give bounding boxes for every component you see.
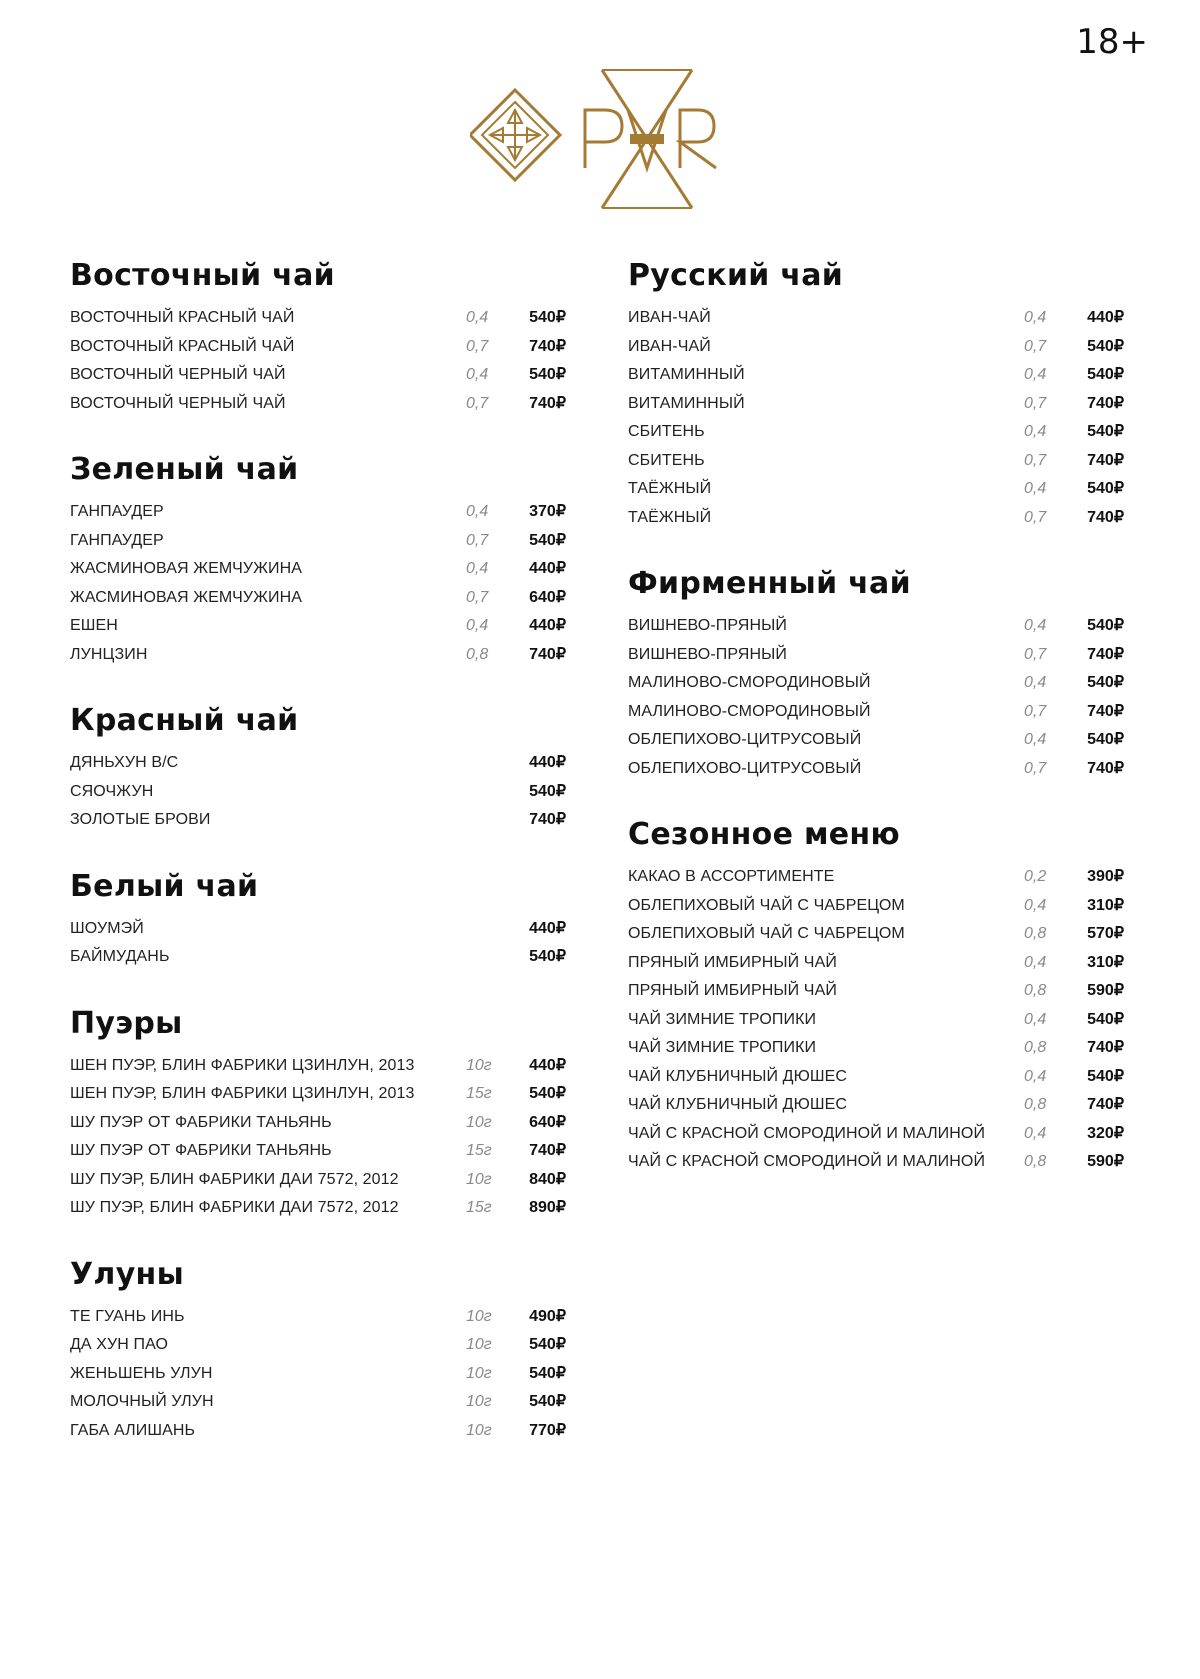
item-price: 540₽ — [1087, 423, 1124, 440]
item-volume: 0,4 — [1024, 1124, 1047, 1142]
item-price: 540₽ — [1087, 617, 1124, 634]
item-volume: 0,7 — [1024, 394, 1047, 412]
menu-items-list — [70, 307, 566, 421]
section-title: Фирменный чай — [628, 566, 911, 601]
menu-items-list — [70, 1306, 566, 1449]
item-volume: 15г — [466, 1199, 492, 1216]
item-volume: 0,7 — [466, 337, 489, 355]
item-price: 440₽ — [529, 1056, 566, 1074]
item-name: ТЕ ГУАНЬ ИНЬ — [70, 1307, 185, 1325]
item-price: 590₽ — [1087, 982, 1124, 999]
item-name: ВОСТОЧНЫЙ КРАСНЫЙ ЧАЙ — [70, 309, 295, 326]
item-name: ЧАЙ С КРАСНОЙ СМОРОДИНОЙ И МАЛИНОЙ — [628, 1124, 986, 1142]
item-price: 540₽ — [529, 782, 566, 800]
item-volume: 0,8 — [1024, 982, 1047, 999]
menu-item — [628, 1009, 1124, 1038]
menu-item — [628, 336, 1124, 365]
item-name: ШУ ПУЭР, БЛИН ФАБРИКИ ДАИ 7572, 2012 — [70, 1170, 399, 1188]
item-volume: 0,4 — [1024, 674, 1047, 691]
item-volume: 0,4 — [1024, 1067, 1047, 1085]
menu-item — [70, 918, 566, 947]
item-price: 540₽ — [529, 309, 566, 326]
menu-item — [70, 781, 566, 810]
item-volume: 10г — [466, 1336, 492, 1353]
item-price: 890₽ — [529, 1199, 566, 1216]
item-name: ОБЛЕПИХОВЫЙ ЧАЙ С ЧАБРЕЦОМ — [628, 925, 905, 942]
item-name: ЧАЙ КЛУБНИЧНЫЙ ДЮШЕС — [628, 1067, 848, 1085]
menu-items-list — [70, 752, 566, 838]
item-price: 740₽ — [1087, 1096, 1124, 1113]
menu-item — [70, 336, 566, 365]
item-volume: 0,4 — [1024, 1010, 1047, 1028]
item-volume: 0,4 — [1024, 480, 1047, 497]
item-volume: 0,4 — [1024, 731, 1047, 748]
menu-item — [628, 1094, 1124, 1123]
item-volume: 0,8 — [1024, 1153, 1047, 1170]
item-volume: 0,8 — [1024, 1096, 1047, 1113]
item-price: 540₽ — [529, 1336, 566, 1353]
item-price: 540₽ — [529, 948, 566, 965]
item-name: МАЛИНОВО-СМОРОДИНОВЫЙ — [628, 674, 871, 691]
item-price: 640₽ — [529, 1113, 566, 1131]
item-price: 740₽ — [1087, 394, 1124, 412]
item-volume: 10г — [466, 1113, 492, 1131]
item-price: 740₽ — [1087, 508, 1124, 526]
item-name: ПРЯНЫЙ ИМБИРНЫЙ ЧАЙ — [628, 982, 837, 999]
item-volume: 0,4 — [1024, 423, 1047, 440]
item-price: 590₽ — [1087, 1153, 1124, 1170]
item-volume: 0,4 — [466, 560, 489, 577]
menu-item — [628, 478, 1124, 507]
item-price: 740₽ — [1087, 702, 1124, 720]
age-rating-label: 18+ — [1076, 22, 1148, 62]
item-price: 540₽ — [1087, 337, 1124, 355]
item-name: ВИШНЕВО-ПРЯНЫЙ — [628, 645, 787, 663]
item-price: 540₽ — [1087, 366, 1124, 383]
item-price: 310₽ — [1087, 896, 1124, 914]
menu-section — [70, 869, 566, 975]
item-volume: 10г — [466, 1307, 492, 1325]
item-price: 440₽ — [529, 560, 566, 577]
menu-item — [628, 758, 1124, 787]
item-volume: 0,4 — [1024, 309, 1047, 326]
item-name: ШЕН ПУЭР, БЛИН ФАБРИКИ ЦЗИНЛУН, 2013 — [70, 1085, 415, 1102]
item-price: 840₽ — [529, 1170, 566, 1188]
menu-item — [70, 1420, 566, 1449]
menu-item — [628, 1037, 1124, 1066]
item-volume: 10г — [466, 1393, 492, 1410]
item-name: СБИТЕНЬ — [628, 451, 705, 469]
item-name: ВИТАМИННЫЙ — [628, 366, 745, 383]
item-name: ЖАСМИНОВАЯ ЖЕМЧУЖИНА — [70, 560, 303, 577]
item-name: ЖАСМИНОВАЯ ЖЕМЧУЖИНА — [70, 588, 303, 606]
menu-item — [70, 644, 566, 673]
item-price: 540₽ — [1087, 1067, 1124, 1085]
item-volume: 0,4 — [466, 503, 489, 520]
item-volume: 0,4 — [466, 366, 489, 383]
item-volume: 0,8 — [1024, 1039, 1047, 1056]
menu-item — [628, 672, 1124, 701]
item-price: 440₽ — [1087, 309, 1124, 326]
section-spacer — [70, 975, 566, 1006]
item-price: 740₽ — [529, 394, 566, 412]
menu-item — [70, 1083, 566, 1112]
item-price: 740₽ — [529, 645, 566, 663]
menu-item — [628, 980, 1124, 1009]
menu-item — [70, 1169, 566, 1198]
item-price: 540₽ — [529, 366, 566, 383]
menu-item — [70, 1055, 566, 1084]
section-title: Зеленый чай — [70, 452, 299, 487]
item-price: 770₽ — [529, 1421, 566, 1439]
section-title: Белый чай — [70, 868, 259, 904]
section-title: Сезонное меню — [628, 817, 900, 852]
menu-item — [70, 946, 566, 975]
menu-items-list — [628, 307, 1124, 535]
menu-item — [628, 1066, 1124, 1095]
item-price: 440₽ — [529, 919, 566, 937]
menu-item — [628, 729, 1124, 758]
item-name: ВОСТОЧНЫЙ ЧЕРНЫЙ ЧАЙ — [70, 394, 286, 412]
item-volume: 0,4 — [1024, 617, 1047, 634]
item-name: ГАНПАУДЕР — [70, 531, 164, 549]
item-name: ШОУМЭЙ — [70, 919, 144, 937]
left-column — [70, 258, 566, 1448]
section-title: Пуэры — [70, 1005, 183, 1041]
item-name: ПРЯНЫЙ ИМБИРНЫЙ ЧАЙ — [628, 953, 837, 971]
menu-item — [70, 1140, 566, 1169]
item-volume: 0,7 — [1024, 508, 1047, 526]
item-name: ТАЁЖНЫЙ — [628, 508, 712, 526]
item-volume: 0,8 — [1024, 925, 1047, 942]
menu-section — [70, 1257, 566, 1449]
item-name: ТАЁЖНЫЙ — [628, 480, 712, 497]
menu-item — [70, 587, 566, 616]
item-price: 570₽ — [1087, 925, 1124, 942]
item-name: ДЯНЬХУН В/С — [70, 754, 179, 771]
item-name: ЛУНЦЗИН — [70, 645, 148, 663]
menu-item — [628, 923, 1124, 952]
item-volume: 0,4 — [1024, 953, 1047, 971]
item-volume: 10г — [466, 1056, 492, 1074]
item-volume: 10г — [466, 1170, 492, 1188]
menu-item — [628, 952, 1124, 981]
menu-item — [628, 507, 1124, 536]
item-name: МОЛОЧНЫЙ УЛУН — [70, 1393, 214, 1410]
item-volume: 0,8 — [466, 645, 489, 663]
menu-item — [70, 1334, 566, 1363]
menu-item — [70, 364, 566, 393]
menu-item — [70, 1363, 566, 1392]
menu-item — [70, 1112, 566, 1141]
section-spacer — [70, 421, 566, 452]
item-volume: 0,7 — [466, 394, 489, 412]
item-name: ВИШНЕВО-ПРЯНЫЙ — [628, 617, 787, 634]
item-price: 540₽ — [1087, 480, 1124, 497]
item-price: 540₽ — [1087, 1010, 1124, 1028]
menu-item — [628, 615, 1124, 644]
menu-section — [628, 566, 1124, 786]
menu-item — [628, 421, 1124, 450]
item-price: 740₽ — [529, 337, 566, 355]
item-price: 540₽ — [529, 1085, 566, 1102]
menu-item — [628, 393, 1124, 422]
item-volume: 0,7 — [1024, 337, 1047, 355]
menu-section — [70, 1006, 566, 1226]
section-spacer — [70, 838, 566, 869]
menu-item — [70, 530, 566, 559]
menu-item — [628, 644, 1124, 673]
item-price: 740₽ — [1087, 759, 1124, 777]
menu-item — [70, 558, 566, 587]
item-name: ЧАЙ С КРАСНОЙ СМОРОДИНОЙ И МАЛИНОЙ — [628, 1153, 986, 1170]
menu-item — [70, 393, 566, 422]
menu-item — [70, 1197, 566, 1226]
item-price: 440₽ — [529, 754, 566, 771]
item-name: ШЕН ПУЭР, БЛИН ФАБРИКИ ЦЗИНЛУН, 2013 — [70, 1056, 415, 1074]
item-name: ИВАН-ЧАЙ — [628, 337, 711, 355]
item-price: 540₽ — [529, 1393, 566, 1410]
item-name: ЗОЛОТЫЕ БРОВИ — [70, 811, 211, 828]
section-spacer — [70, 672, 566, 703]
item-name: ДА ХУН ПАО — [70, 1336, 169, 1353]
item-volume: 10г — [466, 1421, 492, 1439]
item-name: ИВАН-ЧАЙ — [628, 309, 711, 326]
item-price: 310₽ — [1087, 953, 1124, 971]
menu-section — [70, 703, 566, 838]
menu-items-list — [628, 866, 1124, 1180]
menu-item — [628, 701, 1124, 730]
item-price: 740₽ — [529, 1142, 566, 1159]
section-title: Восточный чай — [70, 258, 335, 293]
item-volume: 10г — [466, 1364, 492, 1382]
menu-item — [628, 1123, 1124, 1152]
item-name: ЧАЙ КЛУБНИЧНЫЙ ДЮШЕС — [628, 1096, 848, 1113]
item-price: 740₽ — [1087, 451, 1124, 469]
menu-items-list — [70, 918, 566, 975]
menu-item — [70, 752, 566, 781]
menu-items-list — [628, 615, 1124, 786]
item-name: ОБЛЕПИХОВО-ЦИТРУСОВЫЙ — [628, 731, 862, 748]
menu-item — [628, 1151, 1124, 1180]
item-name: ОБЛЕПИХОВЫЙ ЧАЙ С ЧАБРЕЦОМ — [628, 896, 905, 914]
item-price: 740₽ — [1087, 1039, 1124, 1056]
item-name: ЕШЕН — [70, 617, 118, 634]
section-title: Красный чай — [70, 703, 299, 738]
right-column — [628, 258, 1124, 1180]
item-price: 740₽ — [1087, 645, 1124, 663]
item-volume: 0,7 — [1024, 759, 1047, 777]
item-name: ГАБА АЛИШАНЬ — [70, 1421, 196, 1439]
item-price: 740₽ — [529, 811, 566, 828]
menu-item — [70, 1306, 566, 1335]
menu-section — [628, 258, 1124, 535]
menu-item — [628, 866, 1124, 895]
item-volume: 0,7 — [1024, 645, 1047, 663]
item-name: ВОСТОЧНЫЙ ЧЕРНЫЙ ЧАЙ — [70, 366, 286, 383]
brand-logo — [470, 68, 740, 214]
item-name: СЯОЧЖУН — [70, 782, 154, 800]
section-title: Улуны — [70, 1256, 185, 1292]
item-volume: 0,7 — [466, 588, 489, 606]
menu-item — [70, 501, 566, 530]
menu-items-list — [70, 1055, 566, 1226]
item-price: 440₽ — [529, 617, 566, 634]
item-name: ШУ ПУЭР, БЛИН ФАБРИКИ ДАИ 7572, 2012 — [70, 1199, 399, 1216]
section-spacer — [628, 786, 1124, 817]
item-volume: 0,7 — [466, 531, 489, 549]
menu-item — [70, 1391, 566, 1420]
item-volume: 0,4 — [1024, 366, 1047, 383]
item-volume: 15г — [466, 1142, 492, 1159]
item-volume: 0,4 — [1024, 896, 1047, 914]
item-volume: 15г — [466, 1085, 492, 1102]
item-name: ЧАЙ ЗИМНИЕ ТРОПИКИ — [628, 1039, 817, 1056]
item-name: ВОСТОЧНЫЙ КРАСНЫЙ ЧАЙ — [70, 337, 295, 355]
item-price: 490₽ — [529, 1307, 566, 1325]
menu-item — [628, 895, 1124, 924]
menu-item — [628, 307, 1124, 336]
item-price: 540₽ — [1087, 731, 1124, 748]
section-title: Русский чай — [628, 258, 844, 293]
menu-items-list — [70, 501, 566, 672]
section-spacer — [70, 1226, 566, 1257]
item-price: 370₽ — [529, 503, 566, 520]
item-name: ОБЛЕПИХОВО-ЦИТРУСОВЫЙ — [628, 759, 862, 777]
item-name: МАЛИНОВО-СМОРОДИНОВЫЙ — [628, 702, 871, 720]
item-name: ШУ ПУЭР ОТ ФАБРИКИ ТАНЬЯНЬ — [70, 1113, 332, 1131]
item-volume: 0,7 — [1024, 451, 1047, 469]
item-price: 640₽ — [529, 588, 566, 606]
menu-section — [70, 452, 566, 672]
menu-section — [628, 817, 1124, 1180]
item-name: КАКАО В АССОРТИМЕНТЕ — [628, 868, 835, 885]
item-name: ЧАЙ ЗИМНИЕ ТРОПИКИ — [628, 1010, 817, 1028]
menu-item — [70, 307, 566, 336]
item-name: СБИТЕНЬ — [628, 423, 705, 440]
item-name: ВИТАМИННЫЙ — [628, 394, 745, 412]
item-name: ШУ ПУЭР ОТ ФАБРИКИ ТАНЬЯНЬ — [70, 1142, 332, 1159]
menu-item — [70, 809, 566, 838]
section-spacer — [628, 535, 1124, 566]
item-price: 540₽ — [529, 1364, 566, 1382]
item-price: 390₽ — [1087, 868, 1124, 885]
item-name: БАЙМУДАНЬ — [70, 948, 170, 965]
item-price: 320₽ — [1087, 1124, 1124, 1142]
menu-item — [628, 450, 1124, 479]
item-volume: 0,4 — [466, 309, 489, 326]
menu-item — [70, 615, 566, 644]
menu-section — [70, 258, 566, 421]
item-volume: 0,2 — [1024, 868, 1047, 885]
item-price: 540₽ — [529, 531, 566, 549]
item-volume: 0,7 — [1024, 702, 1047, 720]
item-price: 540₽ — [1087, 674, 1124, 691]
item-name: ЖЕНЬШЕНЬ УЛУН — [70, 1364, 213, 1382]
item-volume: 0,4 — [466, 617, 489, 634]
menu-item — [628, 364, 1124, 393]
item-name: ГАНПАУДЕР — [70, 503, 164, 520]
